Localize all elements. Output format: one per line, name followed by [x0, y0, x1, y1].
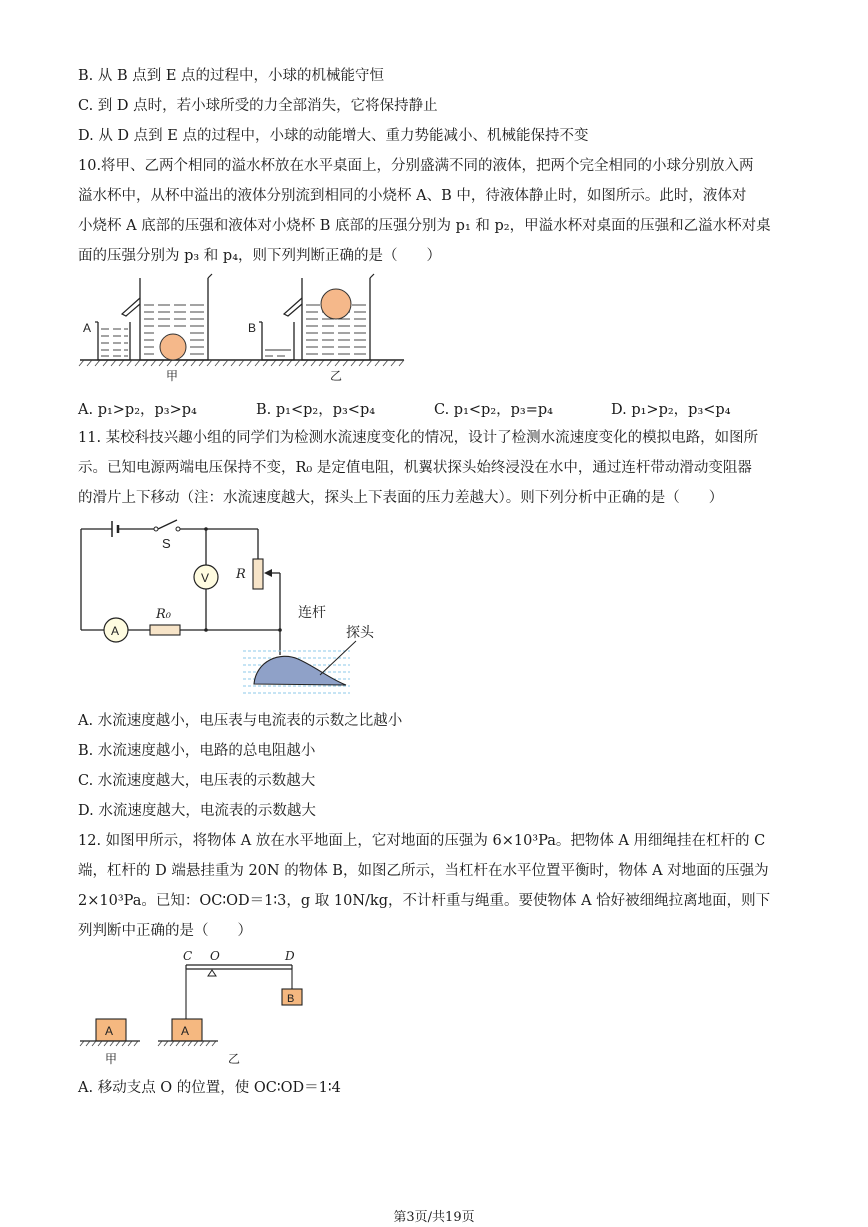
label-b: B — [248, 321, 257, 335]
q11-stem-line2: 示。已知电源两端电压保持不变，R₀ 是定值电阻，机翼状探头始终浸没在水中，通过连杆带动滑动变阻器 — [78, 460, 752, 476]
q11-option-a: A. 水流速度越小，电压表与电流表的示数之比越小 — [78, 713, 403, 729]
beaker-b — [259, 322, 294, 360]
q10-figure — [78, 272, 418, 382]
label-a: A — [83, 321, 92, 335]
q12-stem-line2: 端，杠杆的 D 端悬挂重为 20N 的物体 B，如图乙所示，当杠杆在水平位置平衡时，物体 A 对地面的压强为 — [78, 863, 769, 879]
q10-stem-line3: 小烧杯 A 底部的压强和液体对小烧杯 B 底部的压强分别为 p₁ 和 p₂，甲溢水杯对桌面的压强和乙溢水杯对桌 — [78, 218, 771, 234]
q10-stem-line1: 10.将甲、乙两个相同的溢水杯放在水平桌面上，分别盛满不同的液体，把两个完全相同的小球分别放入两 — [78, 158, 754, 174]
q10-stem-line4: 面的压强分别为 p₃ 和 p₄，则下列判断正确的是（ ） — [78, 248, 442, 264]
label-o: O — [210, 949, 220, 963]
label-yi-12: 乙 — [228, 1052, 241, 1066]
q9-option-c: C. 到 D 点时，若小球所受的力全部消失，它将保持静止 — [78, 98, 438, 114]
page-footer: 第3页/共19页 — [393, 1210, 475, 1225]
ball-jia — [160, 334, 186, 360]
label-s: S — [162, 536, 171, 551]
label-probe: 探头 — [346, 625, 374, 641]
ball-yi — [321, 289, 351, 319]
q11-circuit-figure — [78, 515, 398, 705]
overflow-cup-yi — [284, 274, 374, 360]
q9-option-d: D. 从 D 点到 E 点的过程中，小球的动能增大、重力势能减小、机械能保持不变 — [78, 128, 589, 144]
q10-option-c: C. p₁<p₂，p₃=p₄ — [434, 402, 553, 418]
label-rod: 连杆 — [298, 605, 326, 621]
label-jia-12: 甲 — [105, 1052, 118, 1066]
q11-option-d: D. 水流速度越大，电流表的示数越大 — [78, 803, 316, 819]
label-ammeter: A — [111, 624, 120, 638]
q10-option-b: B. p₁<p₂，p₃<p₄ — [256, 402, 376, 418]
q10-options — [78, 398, 798, 418]
fulcrum-o — [208, 970, 216, 976]
label-d: D — [285, 949, 295, 963]
resistor-r0 — [150, 625, 180, 635]
switch-contact — [154, 527, 158, 531]
q10-option-d: D. p₁>p₂，p₃<p₄ — [611, 402, 731, 418]
label-b-12: B — [287, 993, 295, 1005]
label-c: C — [183, 949, 193, 963]
q11-option-c: C. 水流速度越大，电压表的示数越大 — [78, 773, 316, 789]
q12-option-a: A. 移动支点 O 的位置，使 OC∶OD＝1∶4 — [78, 1080, 341, 1096]
q10-option-a: A. p₁>p₂，p₃>p₄ — [78, 402, 197, 418]
q11-stem-line1: 11. 某校科技兴趣小组的同学们为检测水流速度变化的情况，设计了检测水流速度变化的模拟电路，如图所 — [78, 430, 759, 446]
slider-arrow — [264, 569, 272, 577]
q12-stem-line1: 12. 如图甲所示，将物体 A 放在水平地面上，它对地面的压强为 6×10³Pa。把物体 A 用细绳挂在杠杆的 C — [78, 833, 766, 849]
beaker-a — [95, 322, 130, 360]
label-jia: 甲 — [166, 369, 179, 383]
switch-blade — [158, 520, 177, 529]
label-voltmeter: V — [201, 571, 210, 585]
label-r0: R₀ — [156, 607, 171, 622]
probe — [254, 656, 346, 685]
overflow-cup-jia — [122, 274, 212, 360]
q12-stem-line4: 列判断中正确的是（ ） — [78, 923, 252, 939]
q12-stem-line3: 2×10³Pa。已知：OC∶OD＝1∶3，g 取 10N/kg，不计杆重与绳重。要使物体 A 恰好被细绳拉离地面，则下 — [78, 893, 771, 909]
label-a-yi: A — [181, 1024, 190, 1038]
q12-lever-figure — [78, 945, 318, 1070]
label-a-jia: A — [105, 1024, 114, 1038]
rheostat-r — [253, 559, 263, 589]
q11-option-b: B. 水流速度越小，电路的总电阻越小 — [78, 743, 316, 759]
q11-stem-line3: 的滑片上下移动（注：水流速度越大，探头上下表面的压力差越大）。则下列分析中正确的是（ ） — [78, 490, 724, 506]
label-yi: 乙 — [330, 369, 343, 383]
label-r: R — [236, 567, 246, 582]
q10-stem-line2: 溢水杯中，从杯中溢出的液体分别流到相同的小烧杯 A、B 中，待液体静止时，如图所示。此时，液体对 — [78, 188, 747, 204]
q9-option-b: B. 从 B 点到 E 点的过程中，小球的机械能守恒 — [78, 68, 385, 84]
